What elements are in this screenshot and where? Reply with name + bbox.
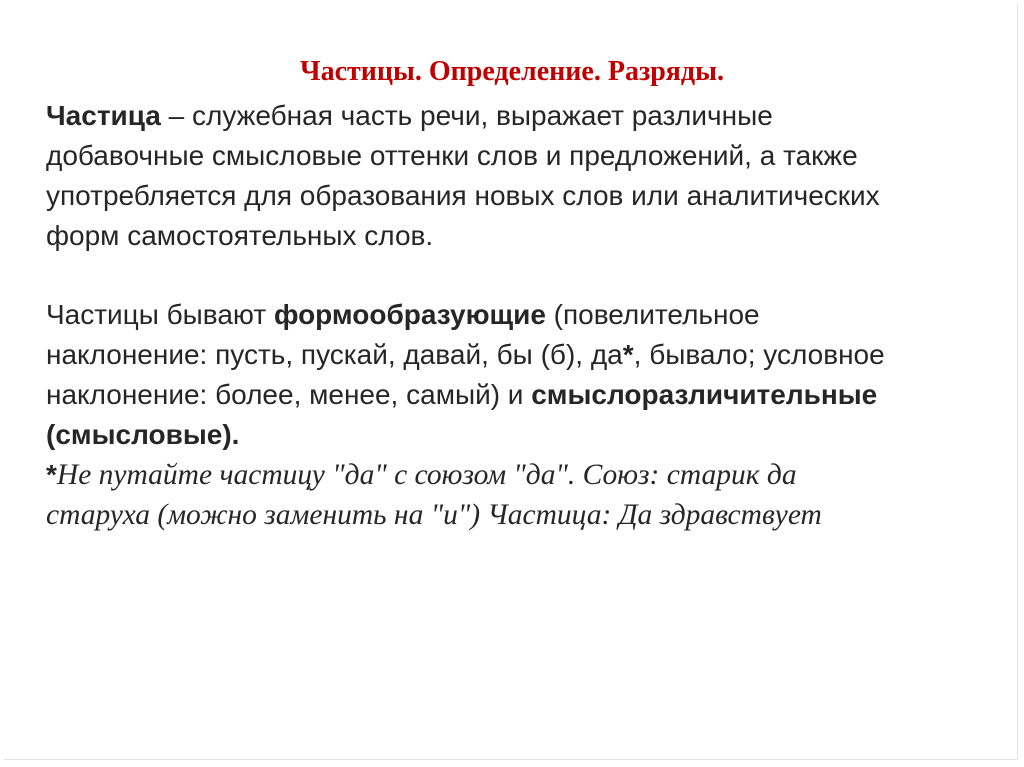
kinds-text: наклонение: пусть, пускай, давай, бы (б), да — [46, 339, 623, 370]
kinds-text: (повелительное — [545, 299, 760, 330]
footnote-marker: * — [622, 339, 634, 370]
definition-term: Частица — [46, 100, 161, 131]
definition-line-3: употребляется для образования новых слов или аналитических — [46, 180, 880, 211]
definition-line-2: добавочные смысловые оттенки слов и предложений, а также — [46, 140, 858, 171]
definition-text: – служебная часть речи, выражает различные — [160, 100, 773, 131]
note-line-2: старуха (можно заменить на "и") Частица: Да здравствует — [46, 499, 822, 531]
definition-line-1 — [46, 96, 996, 136]
slide-content — [46, 96, 996, 535]
slide-title: Частицы. Определение. Разряды. — [300, 56, 724, 87]
formative-term: формообразующие — [273, 299, 546, 330]
note-line-1 — [46, 455, 996, 495]
note-star: * — [46, 459, 57, 490]
semantic-term: смыслоразличительные — [531, 379, 878, 410]
kinds-text: , бывало; условное — [633, 339, 885, 370]
kinds-line-4: (смысловые). — [46, 419, 240, 450]
note-text: Не путайте частицу "да" с союзом "да". Союз: старик да — [56, 459, 797, 491]
paragraph-gap — [46, 256, 996, 295]
definition-line-4: форм самостоятельных слов. — [46, 220, 434, 251]
kinds-line-1 — [46, 295, 996, 335]
kinds-text: наклонение: более, менее, самый) и — [46, 379, 532, 410]
kinds-text: Частицы бывают — [46, 299, 274, 330]
kinds-line-2 — [46, 335, 996, 375]
kinds-line-3 — [46, 375, 996, 415]
